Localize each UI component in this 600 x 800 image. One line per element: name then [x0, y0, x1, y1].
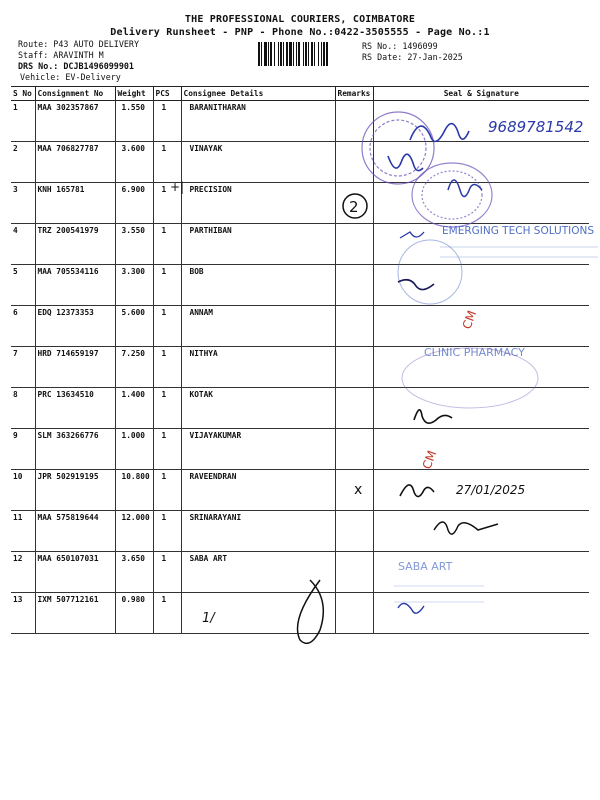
cell-weight: 6.900 [115, 183, 153, 224]
barcode-bar [270, 42, 272, 66]
cell-consignee: PARTHIBAN [181, 224, 335, 265]
barcode-bar [321, 42, 322, 66]
table-row [11, 224, 589, 265]
drs-label: DRS No.: DCJB1496099901 [18, 61, 134, 71]
cell-signature [373, 142, 589, 183]
barcode-bar [274, 42, 275, 66]
cell-remarks [335, 347, 373, 388]
cell-consignee: ANNAM [181, 306, 335, 347]
cell-consignment: IXM 507712161 [35, 593, 115, 634]
cell-signature [373, 101, 589, 142]
barcode-bar [311, 42, 313, 66]
table-row [11, 511, 589, 552]
table-row [11, 142, 589, 183]
barcode-bar [318, 42, 319, 66]
cell-pcs: 1 [153, 552, 181, 593]
barcode-bar [296, 42, 297, 66]
svg-text:CLINIC PHARMACY: CLINIC PHARMACY [424, 346, 525, 359]
cell-consignee: SRINARAYANI [181, 511, 335, 552]
cell-sno: 5 [11, 265, 35, 306]
barcode-bar [283, 42, 284, 66]
cell-pcs: 1 [153, 429, 181, 470]
cell-consignment: EDQ 12373353 [35, 306, 115, 347]
cell-consignee [181, 593, 335, 634]
cell-remarks [335, 142, 373, 183]
cell-consignee: RAVEENDRAN [181, 470, 335, 511]
cell-signature [373, 552, 589, 593]
cell-remarks [335, 183, 373, 224]
table-header-row [11, 87, 589, 101]
cell-remarks [335, 101, 373, 142]
cell-sno: 11 [11, 511, 35, 552]
svg-text:EMERGING TECH SOLUTIONS: EMERGING TECH SOLUTIONS [442, 225, 595, 237]
cell-pcs: 1 [153, 347, 181, 388]
cell-remarks [335, 429, 373, 470]
barcode-bar [293, 42, 294, 66]
cell-remarks [335, 265, 373, 306]
table-row [11, 470, 589, 511]
remark-plus: +| [170, 180, 185, 194]
col-header-consignee: Consignee Details [181, 87, 335, 101]
remark-x: x [354, 482, 363, 498]
staff-label: Staff: ARAVINTH M [18, 50, 104, 60]
cell-sno: 12 [11, 552, 35, 593]
barcode-bar [280, 42, 282, 66]
cell-weight: 1.400 [115, 388, 153, 429]
cell-sno: 2 [11, 142, 35, 183]
col-header-weight: Weight [115, 87, 153, 101]
cell-pcs: 1 [153, 511, 181, 552]
table-row [11, 552, 589, 593]
cell-weight: 0.980 [115, 593, 153, 634]
cell-consignment: MAA 575819644 [35, 511, 115, 552]
cell-weight: 7.250 [115, 347, 153, 388]
cell-consignee: VIJAYAKUMAR [181, 429, 335, 470]
cell-consignment: KNH 165781 [35, 183, 115, 224]
cell-pcs: 1 [153, 593, 181, 634]
cell-sno: 3 [11, 183, 35, 224]
table-row [11, 347, 589, 388]
cell-pcs: 1 [153, 224, 181, 265]
cm-mark: CM [459, 308, 480, 332]
barcode-bar [261, 42, 262, 66]
runsheet-table [11, 86, 589, 634]
handwritten-phone: 9689781542 [488, 118, 584, 136]
table-row [11, 388, 589, 429]
table-row [11, 265, 589, 306]
barcode-bar [268, 42, 269, 66]
table-row [11, 183, 589, 224]
barcode-bar [303, 42, 304, 66]
cell-sno: 9 [11, 429, 35, 470]
cell-weight: 1.550 [115, 101, 153, 142]
cell-remarks [335, 470, 373, 511]
col-header-pcs: PCS [153, 87, 181, 101]
barcode-bar [289, 42, 292, 66]
row13-mark: 1/ [202, 611, 215, 626]
barcode-bar [278, 42, 279, 66]
table-row [11, 593, 589, 634]
barcode-bar [264, 42, 267, 66]
cell-remarks [335, 511, 373, 552]
cell-consignment: TRZ 200541979 [35, 224, 115, 265]
table-row [11, 429, 589, 470]
col-header-sno: S No [11, 87, 35, 101]
cell-signature [373, 265, 589, 306]
cell-signature [373, 388, 589, 429]
barcode-bar [326, 42, 328, 66]
cell-consignment: SLM 363266776 [35, 429, 115, 470]
svg-text:SABA ART: SABA ART [398, 560, 453, 573]
barcode-bar [258, 42, 260, 66]
cell-consignment: MAA 706827787 [35, 142, 115, 183]
company-title: THE PROFESSIONAL COURIERS, COIMBATORE [184, 14, 416, 25]
cell-signature [373, 183, 589, 224]
barcode [258, 42, 350, 66]
cell-sno: 7 [11, 347, 35, 388]
table-row [11, 306, 589, 347]
cell-pcs: 1 [153, 183, 181, 224]
cell-weight: 3.600 [115, 142, 153, 183]
cell-pcs: 1 [153, 470, 181, 511]
col-header-remarks: Remarks [335, 87, 373, 101]
cell-consignment: HRD 714659197 [35, 347, 115, 388]
cell-consignment: PRC 13634510 [35, 388, 115, 429]
cell-signature [373, 470, 589, 511]
barcode-bar [286, 42, 288, 66]
cell-pcs: 1 [153, 265, 181, 306]
barcode-bar [308, 42, 309, 66]
cell-remarks [335, 224, 373, 265]
cell-consignment: MAA 302357867 [35, 101, 115, 142]
cell-consignee: PRECISION [181, 183, 335, 224]
cell-signature [373, 347, 589, 388]
cell-signature [373, 429, 589, 470]
col-header-signature: Seal & Signature [373, 87, 589, 101]
cell-consignee: NITHYA [181, 347, 335, 388]
cell-pcs: 1 [153, 101, 181, 142]
cell-sno: 8 [11, 388, 35, 429]
handwritten-date: 27/01/2025 [456, 483, 526, 497]
cell-weight: 3.650 [115, 552, 153, 593]
cell-weight: 10.800 [115, 470, 153, 511]
cell-remarks [335, 388, 373, 429]
barcode-bar [298, 42, 300, 66]
cell-remarks [335, 306, 373, 347]
cell-sno: 10 [11, 470, 35, 511]
vehicle-label: Vehicle: EV-Delivery [20, 72, 121, 82]
cell-sno: 4 [11, 224, 35, 265]
cell-consignment: MAA 650107031 [35, 552, 115, 593]
cell-consignee: KOTAK [181, 388, 335, 429]
cell-remarks [335, 552, 373, 593]
table-row [11, 101, 589, 142]
route-label: Route: P43 AUTO DELIVERY [18, 39, 140, 49]
cell-consignee: BARANITHARAN [181, 101, 335, 142]
cell-weight: 1.000 [115, 429, 153, 470]
cell-consignee: SABA ART [181, 552, 335, 593]
cell-weight: 3.300 [115, 265, 153, 306]
cell-consignment: MAA 705534116 [35, 265, 115, 306]
barcode-bar [314, 42, 315, 66]
cell-pcs: 1 [153, 388, 181, 429]
cell-pcs: 1 [153, 306, 181, 347]
cell-weight: 3.550 [115, 224, 153, 265]
cell-signature [373, 511, 589, 552]
cell-sno: 1 [11, 101, 35, 142]
cell-signature [373, 306, 589, 347]
cell-consignee: VINAYAK [181, 142, 335, 183]
rs-no: RS No.: 1496099 [362, 41, 438, 51]
cell-pcs: 1 [153, 142, 181, 183]
cell-signature [373, 224, 589, 265]
cell-weight: 12.000 [115, 511, 153, 552]
cell-sno: 13 [11, 593, 35, 634]
cell-remarks [335, 593, 373, 634]
cm-mark-2: CM [419, 448, 440, 472]
cell-consignee: BOB [181, 265, 335, 306]
cell-consignment: JPR 502919195 [35, 470, 115, 511]
rs-date: RS Date: 27-Jan-2025 [362, 52, 463, 62]
runsheet-subtitle: Delivery Runsheet - PNP - Phone No.:0422-3505555 - Page No.:1 [110, 27, 490, 38]
cell-sno: 6 [11, 306, 35, 347]
svg-text:2: 2 [349, 198, 359, 216]
col-header-consignment: Consignment No [35, 87, 115, 101]
barcode-bar [323, 42, 325, 66]
cell-weight: 5.600 [115, 306, 153, 347]
barcode-bar [305, 42, 307, 66]
cell-signature [373, 593, 589, 634]
